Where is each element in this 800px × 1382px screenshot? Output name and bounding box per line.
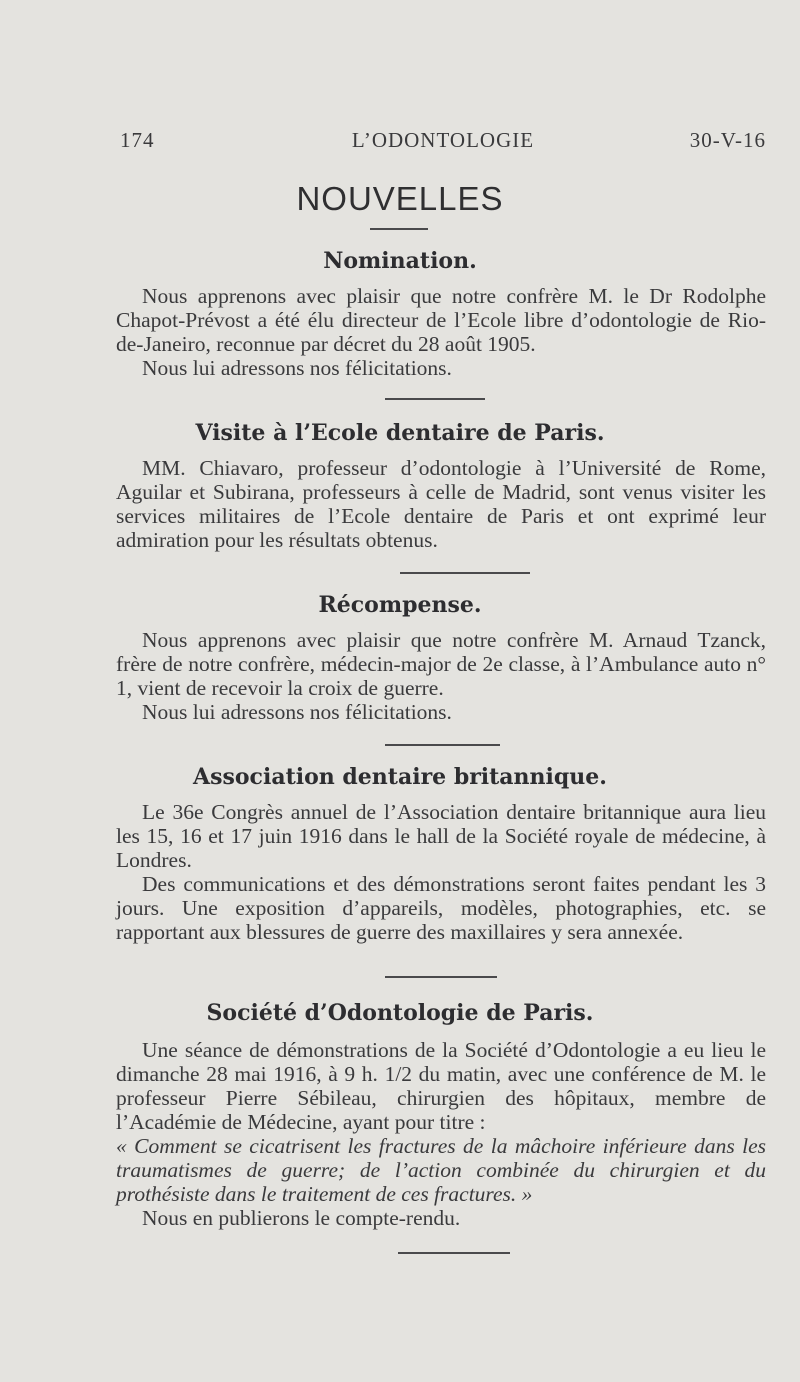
- page-title: NOUVELLES: [296, 180, 504, 217]
- paragraph: Des communications et des démonstrations seront faites pendant les 3 jours. Une exposition d’appareils, modèles, photographies, etc. se rapportant aux blessures de guerre des maxillaires y sera annexée.: [116, 872, 766, 944]
- section-heading-association: Association dentaire britannique.: [193, 764, 607, 790]
- section-body-nomination: [116, 284, 766, 380]
- section-body-recompense: [116, 628, 766, 724]
- section-rule: [385, 744, 500, 746]
- paragraph: Nous lui adressons nos félicitations.: [142, 356, 452, 380]
- section-rule: [400, 572, 530, 574]
- page-number: 174: [120, 128, 155, 152]
- paragraph: Nous en publierons le compte-rendu.: [142, 1206, 461, 1230]
- issue-date: 30-V-16: [689, 128, 766, 152]
- section-heading-recompense: Récompense.: [318, 592, 482, 618]
- paragraph: MM. Chiavaro, professeur d’odontologie à l’Université de Rome, Aguilar et Subirana, professeurs à celle de Madrid, sont venus visiter les services militaires de l’Ecole dentaire de Paris et ont exprimé leur admiration pour les résultats obtenus.: [116, 456, 766, 552]
- running-title: L’ODONTOLOGIE: [351, 128, 535, 152]
- paragraph: Nous apprenons avec plaisir que notre confrère M. le Dr Rodolphe Chapot-Prévost a été élu directeur de l’Ecole libre d’odontologie de Rio-de-Janeiro, reconnue par décret du 28 août 1905.: [116, 284, 766, 356]
- paragraph: Nous lui adressons nos félicitations.: [142, 700, 452, 724]
- lecture-title-quote: « Comment se cicatrisent les fractures de la mâchoire inférieure dans les traumatismes de guerre; de l’action combinée du chirurgien et du prothésiste dans le traitement de ces fractures. »: [116, 1134, 766, 1206]
- section-body-visite: [116, 456, 766, 552]
- section-heading-nomination: Nomination.: [323, 248, 477, 274]
- section-rule: [385, 398, 485, 400]
- running-header: [120, 128, 766, 156]
- paragraph: Une séance de démonstrations de la Société d’Odontologie a eu lieu le dimanche 28 mai 1916, à 9 h. 1/2 du matin, avec une conférence de M. le professeur Pierre Sébileau, chirurgien des hôpitaux, membre de l’Académie de Médecine, ayant pour titre :: [116, 1038, 766, 1134]
- paragraph: Nous apprenons avec plaisir que notre confrère M. Arnaud Tzanck, frère de notre confrère, médecin-major de 2e classe, à l’Ambulance auto n° 1, vient de recevoir la croix de guerre.: [116, 628, 766, 700]
- closing-rule: [398, 1252, 510, 1254]
- section-body-association: [116, 800, 766, 944]
- section-rule: [385, 976, 497, 978]
- paragraph: Le 36e Congrès annuel de l’Association dentaire britannique aura lieu les 15, 16 et 17 juin 1916 dans le hall de la Société royale de médecine, à Londres.: [116, 800, 766, 872]
- section-body-societe: [116, 1038, 766, 1230]
- title-rule: [370, 228, 428, 230]
- section-heading-societe: Société d’Odontologie de Paris.: [206, 1000, 594, 1026]
- section-heading-visite: Visite à l’Ecole dentaire de Paris.: [195, 420, 605, 446]
